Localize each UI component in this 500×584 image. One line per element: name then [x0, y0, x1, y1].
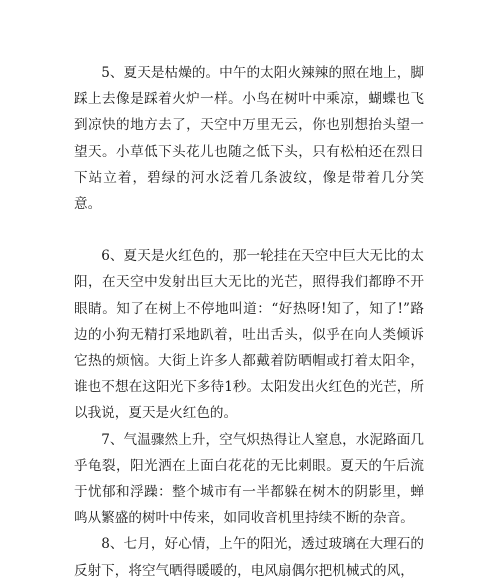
paragraph-6: 6、夏天是火红色的，那一轮挂在天空中巨大无比的太阳，在天空中发射出巨大无比的光芒，照得我们都睁不开眼睛。知了在树上不停地叫道：“好热呀!知了，知了!”路边的小狗无精打采地趴着，吐出舌头，似乎在向人类倾诉它热的烦恼。大街上许多人都戴着防晒帽或打着太阳伞，谁也不想在这阳光下多待1秒。太阳发出火红色的光芒，所以我说，夏天是火红色的。	[74, 248, 424, 422]
paragraph-7: 7、气温骤然上升，空气炽热得让人窒息，水泥路面几乎龟裂，阳光洒在上面白花花的无比刺眼。夏天的午后流于忧郁和浮躁：整个城市有一半都躲在树木的阴影里，蝉鸣从繁盛的树叶中传来，如同收音机里持续不断的杂音。	[74, 431, 424, 527]
document-body	[74, 60, 424, 584]
paragraph-8: 8、七月，好心情，上午的阳光，透过玻璃在大理石的反射下，将空气晒得暖暖的，电风扇偶尔把机械式的风，	[74, 536, 424, 579]
paragraph-5: 5、夏天是枯燥的。中午的太阳火辣辣的照在地上，脚踩上去像是踩着火炉一样。小鸟在树叶中乘凉，蝴蝶也飞到凉快的地方去了，天空中万里无云，你也别想抬头望一望天。小草低下头花儿也随之低下头，只有松柏还在烈日下站立着，碧绿的河水泛着几条波纹，像是带着几分笑意。	[74, 65, 424, 213]
paragraph-spacer	[74, 217, 424, 243]
